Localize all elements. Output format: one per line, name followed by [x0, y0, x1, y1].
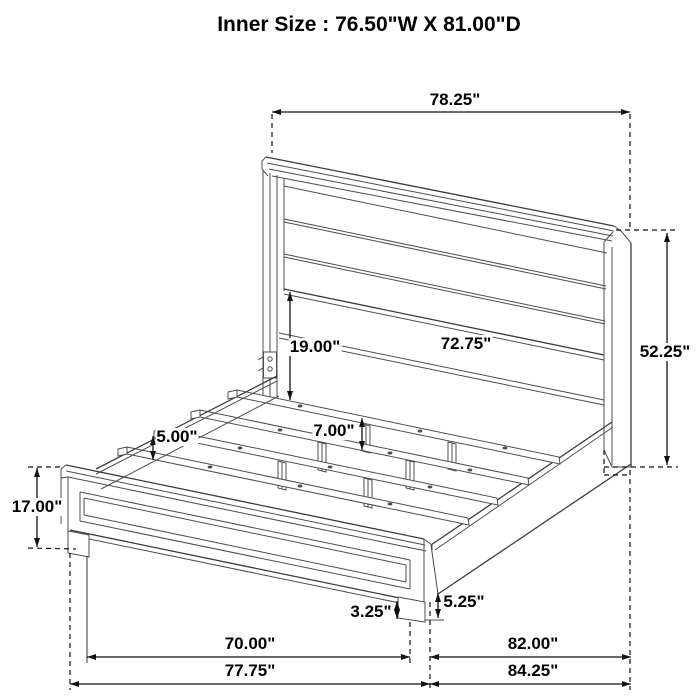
slats: [127, 390, 560, 525]
dim-label-side-rail-height: 5.00": [156, 427, 198, 447]
dim-label-headboard-height: 52.25": [639, 342, 691, 362]
page-title: Inner Size : 76.50"W X 81.00"D: [217, 13, 521, 36]
dim-label-headboard-inner-width: 72.75": [440, 334, 492, 354]
dim-label-overall-depth: 84.25": [507, 661, 559, 681]
dim-label-footboard-inner-width: 70.00": [224, 634, 276, 654]
dim-label-support-leg-height: 7.00": [313, 421, 355, 441]
dim-label-inner-depth: 82.00": [507, 634, 559, 654]
rail-bracket: [258, 352, 277, 378]
dim-label-rail-clearance: 5.25": [443, 592, 485, 612]
dim-label-footboard-overall-width: 77.75": [224, 661, 276, 681]
dim-label-panel-to-slats: 19.00": [289, 337, 341, 357]
dim-label-overall-width-top: 78.25": [429, 90, 481, 110]
right-side-rail: [431, 422, 631, 594]
dim-label-footboard-height: 17.00": [11, 497, 63, 517]
dim-label-footboard-clearance: 3.25": [350, 602, 392, 622]
footboard: [61, 465, 444, 622]
